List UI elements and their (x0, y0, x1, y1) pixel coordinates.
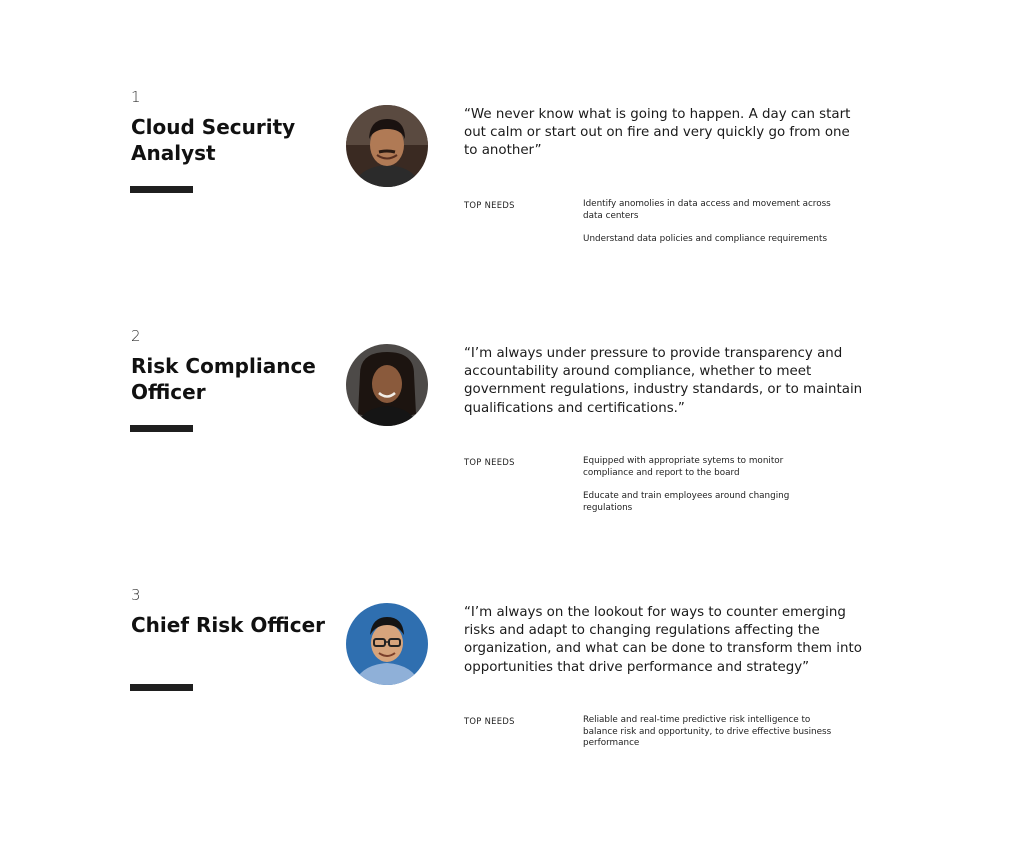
top-needs-list (583, 715, 833, 762)
top-needs-label: TOP NEEDS (464, 716, 515, 726)
persona-number: 1 (131, 88, 141, 106)
persona-avatar (346, 344, 428, 426)
person-photo-icon (346, 105, 428, 187)
top-needs-label: TOP NEEDS (464, 457, 515, 467)
persona-card-1 (0, 88, 1024, 288)
persona-quote: “We never know what is going to happen. A day can start out calm or start out on fire and very quickly go from one to another” (464, 107, 851, 159)
need-item: Equipped with appropriate sytems to monitor compliance and report to the board (583, 456, 784, 478)
need-item: Understand data policies and compliance requirements (583, 234, 828, 245)
need-item: Reliable and real-time predictive risk intelligence to balance risk and opportunity, to drive effective business performance (583, 715, 832, 749)
persona-card-3 (0, 586, 1024, 786)
persona-title: Chief Risk Officer (131, 613, 326, 637)
person-photo-icon (346, 344, 428, 426)
title-underline-bar (130, 186, 193, 193)
title-underline-bar (130, 684, 193, 691)
persona-title: Risk Compliance Officer (131, 354, 316, 404)
title-underline-bar (130, 425, 193, 432)
persona-card-2 (0, 327, 1024, 527)
top-needs-label: TOP NEEDS (464, 200, 515, 210)
persona-avatar (346, 603, 428, 685)
top-needs-list (583, 456, 833, 526)
need-item: Educate and train employees around changing regulations (583, 491, 790, 513)
need-item: Identify anomolies in data access and movement across data centers (583, 199, 831, 221)
persona-quote: “I’m always on the lookout for ways to counter emerging risks and adapt to changing regulations affecting the organization, and what can be done to transform them into opportunities that drive performance and strategy” (464, 605, 862, 675)
persona-number: 2 (131, 327, 141, 345)
persona-quote: “I’m always under pressure to provide transparency and accountability around compliance, whether to meet government regulations, industry standards, or to maintain qualifications and certifications.” (464, 346, 863, 416)
persona-number: 3 (131, 586, 141, 604)
top-needs-list (583, 199, 833, 258)
person-photo-icon (346, 603, 428, 685)
persona-avatar (346, 105, 428, 187)
persona-title: Cloud Security Analyst (131, 115, 296, 165)
